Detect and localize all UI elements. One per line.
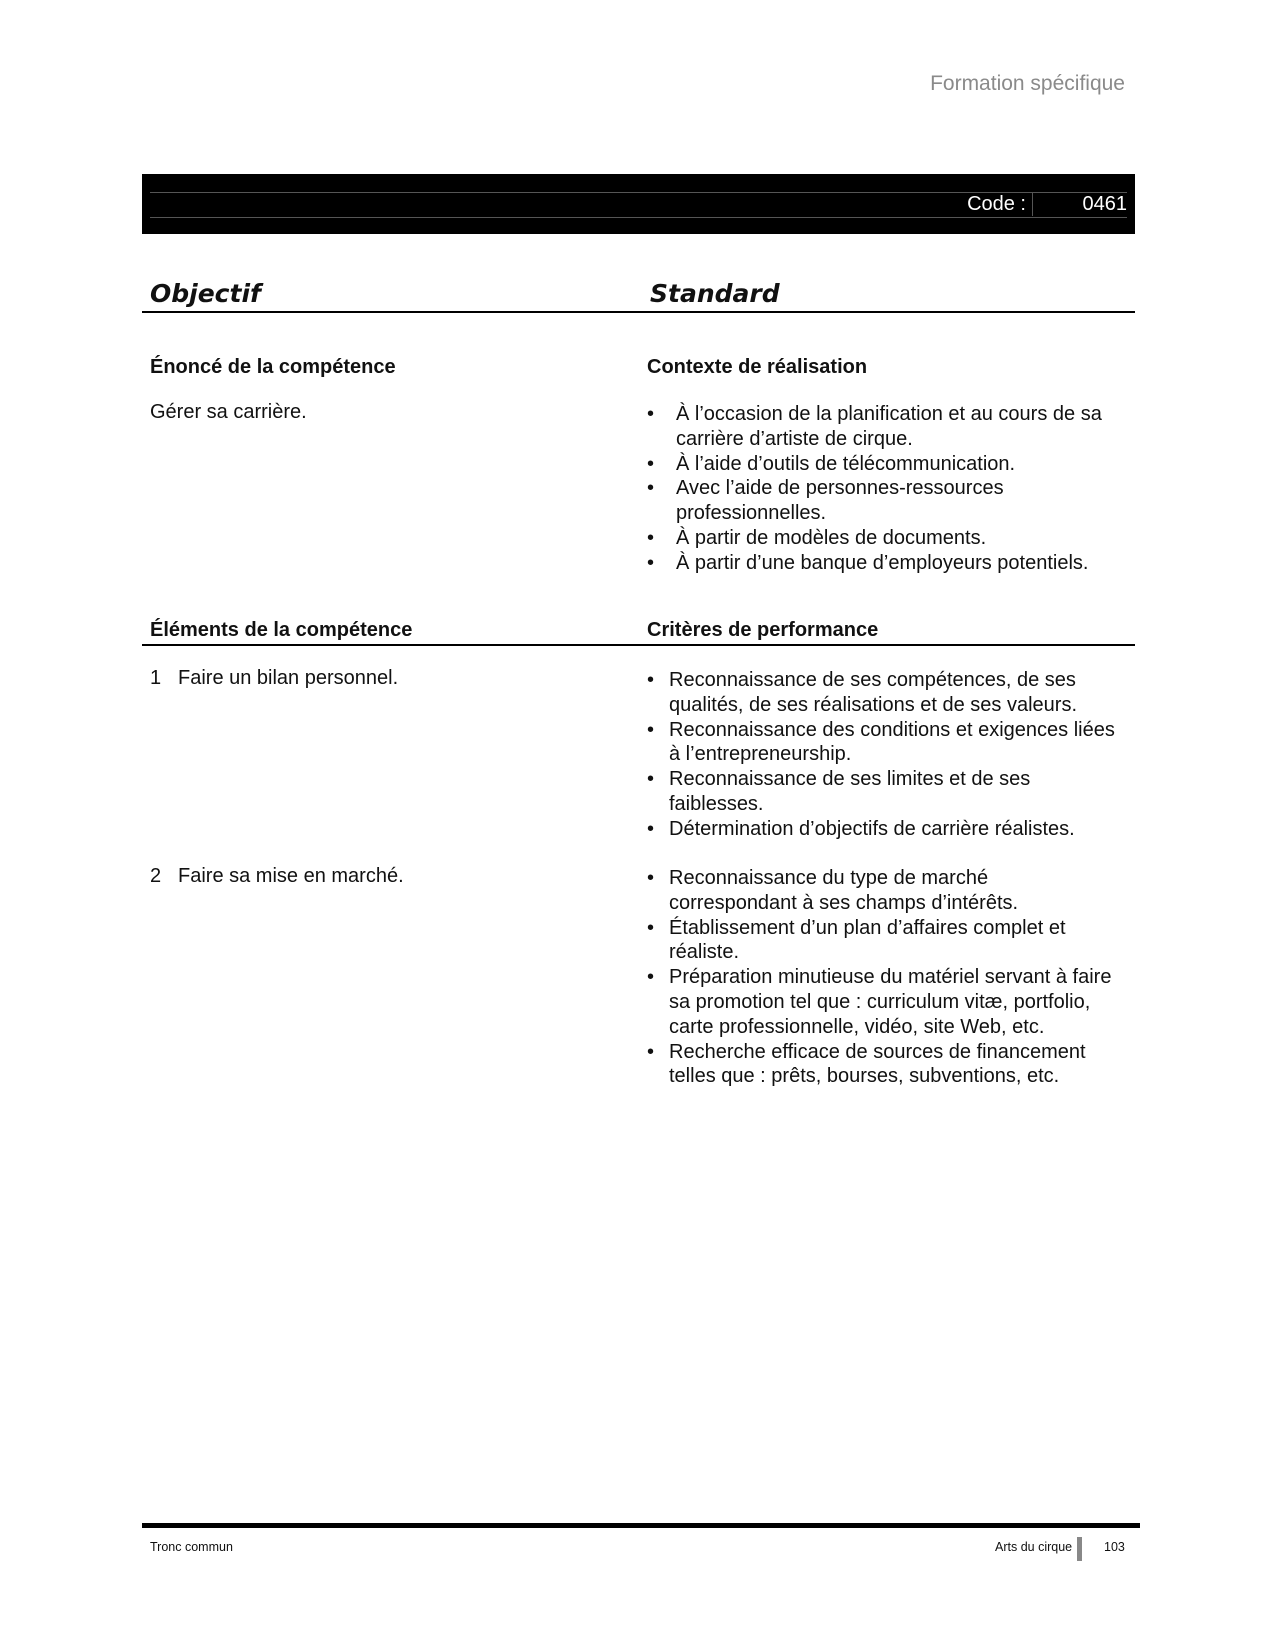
bullet-text: Détermination d’objectifs de carrière réalistes. bbox=[669, 817, 1075, 840]
footer-left: Tronc commun bbox=[150, 1540, 233, 1554]
bullet-icon: • bbox=[647, 768, 655, 791]
footer-rule bbox=[142, 1523, 1140, 1528]
bullet-item bbox=[647, 402, 1137, 452]
bullet-item bbox=[647, 718, 1117, 768]
column-title-rule bbox=[142, 311, 1135, 313]
contexte-list bbox=[647, 402, 1137, 576]
bullet-text: Reconnaissance de ses limites et de ses faiblesses. bbox=[669, 768, 1031, 815]
bullet-item bbox=[647, 668, 1117, 718]
bullet-text: À partir d’une banque d’employeurs potentiels. bbox=[676, 551, 1089, 574]
bullet-item bbox=[647, 452, 1137, 477]
code-label: Code : bbox=[967, 193, 1033, 216]
bullet-icon: • bbox=[647, 718, 655, 741]
criteres-title: Critères de performance bbox=[647, 619, 879, 641]
bullet-icon: • bbox=[647, 526, 655, 549]
bullet-item bbox=[647, 965, 1117, 1039]
enonce-title: Énoncé de la compétence bbox=[150, 356, 396, 378]
enonce-text: Gérer sa carrière. bbox=[150, 401, 307, 423]
bullet-item bbox=[647, 1040, 1117, 1090]
elements-title: Éléments de la compétence bbox=[150, 619, 413, 641]
bullet-icon: • bbox=[647, 867, 655, 889]
element-item bbox=[150, 865, 404, 888]
bullet-icon: • bbox=[647, 452, 655, 475]
bullet-icon: • bbox=[647, 669, 655, 691]
bullet-text: À l’aide d’outils de télécommunication. bbox=[676, 452, 1016, 475]
bullet-text: À l’occasion de la planification et au cours de sa carrière d’artiste de cirque. bbox=[676, 403, 1102, 450]
bullet-icon: • bbox=[647, 1040, 655, 1063]
footer-separator bbox=[1077, 1537, 1082, 1561]
bullet-text: À partir de modèles de documents. bbox=[676, 526, 987, 549]
column-title-standard: Standard bbox=[650, 279, 780, 308]
bullet-item bbox=[647, 817, 1117, 842]
bullet-icon: • bbox=[647, 966, 655, 989]
bullet-icon: • bbox=[647, 916, 655, 939]
element-text: Faire un bilan personnel. bbox=[178, 667, 399, 689]
bullet-text: Reconnaissance des conditions et exigences liées à l’entrepreneurship. bbox=[669, 718, 1115, 766]
bullet-text: Préparation minutieuse du matériel servant à faire sa promotion tel que : curriculum vitæ, portfolio, carte professionnelle, vidéo, site Web, etc. bbox=[669, 966, 1112, 1038]
bullet-item bbox=[647, 476, 1137, 526]
bullet-text: Établissement d’un plan d’affaires complet et réaliste. bbox=[669, 916, 1066, 964]
bullet-item bbox=[647, 767, 1117, 817]
bullet-text: Avec l’aide de personnes-ressources professionnelles. bbox=[676, 477, 1004, 525]
code-value: 0461 bbox=[1082, 193, 1127, 215]
criteres-list-1 bbox=[647, 668, 1117, 842]
code-bar-rule-bottom bbox=[150, 217, 1127, 218]
bullet-item bbox=[647, 916, 1117, 966]
footer-page-number: 103 bbox=[1104, 1540, 1125, 1554]
code-bar bbox=[142, 174, 1135, 234]
element-number: 1 bbox=[150, 667, 162, 689]
elements-criteres-rule bbox=[142, 644, 1135, 646]
header-section-title: Formation spécifique bbox=[930, 72, 1125, 95]
contexte-title: Contexte de réalisation bbox=[647, 356, 868, 378]
column-title-objectif: Objectif bbox=[150, 279, 261, 308]
bullet-item bbox=[647, 551, 1137, 576]
criteres-list-2 bbox=[647, 866, 1117, 1089]
bullet-text: Reconnaissance de ses compétences, de ses qualités, de ses réalisations et de ses valeurs. bbox=[669, 669, 1077, 716]
footer-program: Arts du cirque bbox=[995, 1540, 1073, 1554]
bullet-text: Reconnaissance du type de marché correspondant à ses champs d’intérêts. bbox=[669, 867, 1019, 914]
bullet-icon: • bbox=[647, 403, 655, 425]
element-item bbox=[150, 667, 398, 690]
bullet-item bbox=[647, 866, 1117, 916]
bullet-icon: • bbox=[647, 551, 655, 574]
bullet-icon: • bbox=[647, 477, 655, 500]
bullet-item bbox=[647, 526, 1137, 551]
bullet-text: Recherche efficace de sources de financement telles que : prêts, bourses, subventions, etc. bbox=[669, 1040, 1086, 1088]
bullet-icon: • bbox=[647, 817, 655, 840]
element-text: Faire sa mise en marché. bbox=[178, 865, 404, 887]
element-number: 2 bbox=[150, 865, 162, 887]
